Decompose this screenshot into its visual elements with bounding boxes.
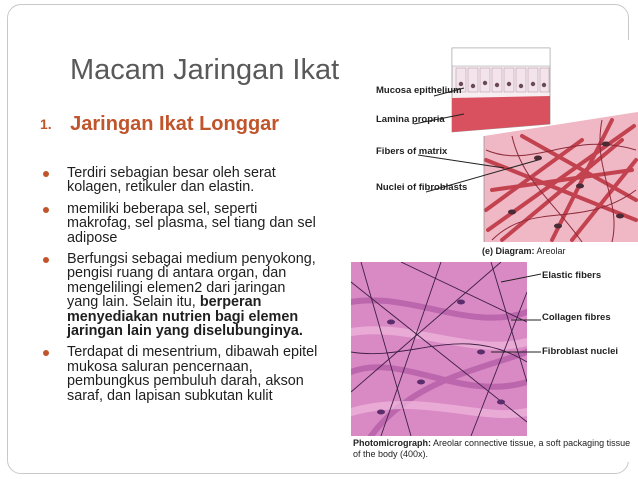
bullet-item	[43, 202, 318, 245]
photo-caption-bold: Photomicrograph:	[353, 438, 431, 448]
bullet-item	[43, 166, 318, 195]
section-heading	[40, 113, 279, 136]
label-lamina-propria: Lamina propria	[376, 114, 445, 125]
label-fibroblast-nuclei: Fibroblast nuclei	[542, 346, 619, 357]
bullet-bold-text: berperan menyediakan nutrien bagi elemen jaringan lain yang diselubunginya.	[67, 294, 303, 340]
label-nuclei-of-fibroblasts: Nuclei of fibroblasts	[376, 182, 468, 193]
bullet-text: memiliki beberapa sel, seperti makrofag, sel plasma, sel tiang dan sel adipose	[67, 200, 316, 246]
slide-title: Macam Jaringan Ikat	[70, 54, 340, 86]
bullet-text: Terdapat di mesentrium, dibawah epitel mukosa saluran pencernaan, pembungkus pembuluh darah, akson saraf, dan lapisan subkutan kulit	[67, 344, 318, 404]
diagram-caption-rest: Areolar	[534, 246, 566, 256]
section-number: 1.	[40, 116, 52, 132]
label-collagen-fibres: Collagen fibres	[542, 312, 611, 323]
label-elastic-fibers: Elastic fibers	[542, 270, 602, 281]
bullet-text: Berfungsi sebagai medium penyokong, pengisi ruang di antara organ, dan mengelilingi elemen2 dari jaringan yang lain. Selain itu,	[67, 251, 316, 311]
label-fibers-of-matrix: Fibers of matrix	[376, 146, 448, 157]
photomicrograph-image	[351, 262, 634, 462]
label-mucosa-epithelium: Mucosa epithelium	[376, 85, 462, 96]
photo-caption-rest: Areolar connective tissue, a soft packaging tissue of the body (400x).	[353, 438, 631, 459]
bullet-item	[43, 345, 318, 403]
section-heading-text: Jaringan Ikat Longgar	[70, 113, 280, 135]
diagram-caption	[482, 246, 566, 257]
bullet-text: Terdiri sebagian besar oleh serat kolagen, retikuler dan elastin.	[67, 165, 276, 196]
areolar-diagram	[352, 40, 638, 262]
bullet-list	[43, 166, 318, 410]
bullet-item	[43, 252, 318, 338]
areolar-photomicrograph	[351, 262, 634, 462]
photo-caption	[353, 438, 631, 459]
diagram-caption-bold: (e) Diagram:	[482, 246, 535, 256]
